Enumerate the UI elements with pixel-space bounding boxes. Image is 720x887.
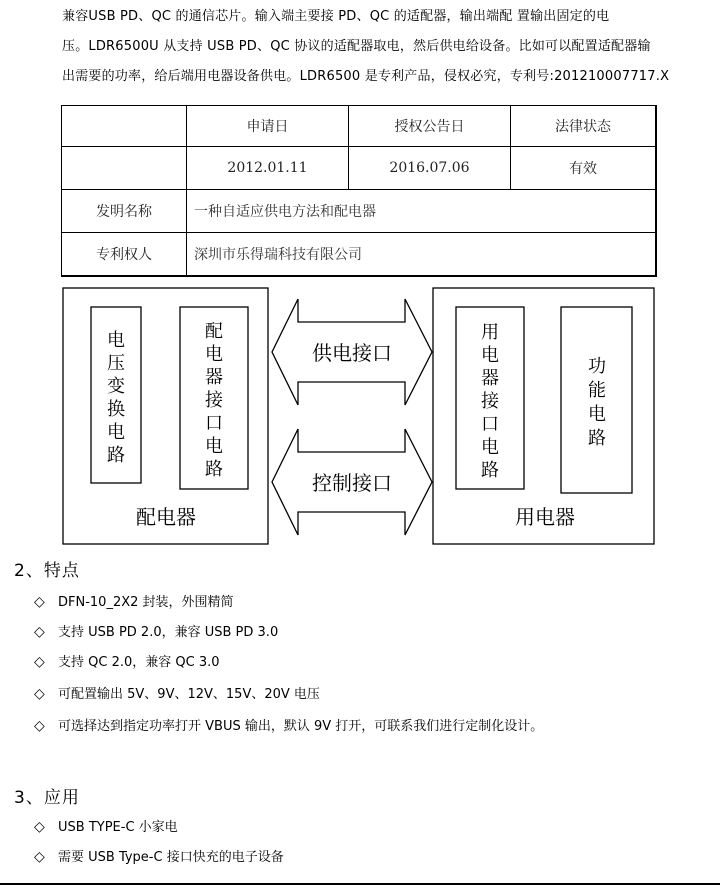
diagram-char: 电 [481,437,499,458]
bottom-divider [0,883,720,885]
invention-value: 一种自适应供电方法和配电器 [187,190,657,233]
function-circuit-text [588,356,606,449]
legal-status-value: 有效 [511,147,657,190]
diamond-bullet-icon: ◇ [34,849,45,865]
feature-item: ◇ 可配置输出 5V、9V、12V、15V、20V 电压 [34,679,543,709]
diagram-char: 路 [107,445,125,466]
diagram-char: 器 [205,367,223,388]
diagram-char: 能 [588,380,606,401]
application-date-value: 2012.01.11 [187,147,349,190]
features-list [34,587,543,741]
intro-paragraph [62,2,702,92]
voltage-converter-text [107,330,125,466]
feature-item: ◇ 支持 QC 2.0，兼容 QC 3.0 [34,647,543,677]
header-application-date: 申请日 [187,106,349,147]
invention-row [62,190,657,233]
diagram-char: 路 [588,428,606,449]
feature-item: ◇ 支持 USB PD 2.0，兼容 USB PD 3.0 [34,617,543,647]
feature-item: ◇ 可选择达到指定功率打开 VBUS 输出，默认 9V 打开，可联系我们进行定制化设计。 [34,711,543,741]
consumer-interface-text [481,322,500,481]
diagram-char: 电 [205,436,223,457]
header-grant-date: 授权公告日 [349,106,511,147]
patent-corner-cell [62,106,187,147]
features-title: 2、特点 [14,561,80,581]
diagram-char: 口 [481,414,499,435]
patent-table [61,105,657,277]
diagram-char: 变 [107,376,125,397]
diamond-bullet-icon: ◇ [34,718,45,734]
diagram-char: 电 [588,404,606,425]
diagram-char: 路 [205,459,223,480]
right-box-label: 用电器 [515,505,575,529]
diamond-bullet-icon: ◇ [34,819,45,835]
diagram-char: 用 [481,322,499,343]
applications-list [34,812,284,872]
holder-row [62,233,657,277]
diagram-char: 换 [107,399,125,420]
holder-label: 专利权人 [62,233,187,277]
diagram-char: 电 [205,344,223,365]
arrow-top-label: 供电接口 [312,341,392,365]
diamond-bullet-icon: ◇ [34,686,45,702]
diagram-char: 配 [205,321,223,342]
intro-line-2: 压。LDR6500U 从支持 USB PD、QC 协议的适配器取电，然后供电给设备。比如可以配置适配器输 [62,39,651,54]
arrow-bottom-label: 控制接口 [312,471,392,495]
application-item: ◇ USB TYPE-C 小家电 [34,812,284,842]
diagram-char: 电 [107,422,125,443]
header-legal-status: 法律状态 [511,106,657,147]
diagram-char: 电 [481,345,499,366]
holder-value: 深圳市乐得瑞科技有限公司 [187,233,657,277]
intro-line-1: 兼容USB PD、QC 的通信芯片。输入端主要接 PD、QC 的适配器，输出端配 置输出固定的电 [62,9,610,24]
applications-title: 3、应用 [14,788,80,808]
diagram-char: 压 [107,353,125,374]
supplier-interface-text [205,321,224,480]
intro-line-3: 出需要的功率，给后端用电器设备供电。LDR6500 是专利产品，侵权必究，专利号:201210007717.X [62,69,670,84]
patent-header-row [62,106,657,147]
invention-label: 发明名称 [62,190,187,233]
diagram-char: 器 [481,368,499,389]
diamond-bullet-icon: ◇ [34,654,45,670]
diamond-bullet-icon: ◇ [34,624,45,640]
diagram-char: 路 [481,460,499,481]
diagram-char: 接 [205,390,223,411]
diamond-bullet-icon: ◇ [34,594,45,610]
diagram-char: 功 [588,356,606,377]
diagram-char: 接 [481,391,499,412]
diagram-char: 电 [107,330,125,351]
patent-blank-cell [62,147,187,190]
grant-date-value: 2016.07.06 [349,147,511,190]
left-box-label: 配电器 [136,505,196,529]
application-item: ◇ 需要 USB Type-C 接口快充的电子设备 [34,842,284,872]
feature-item: ◇ DFN-10_2X2 封装，外围精简 [34,587,543,617]
diagram-char: 口 [205,413,223,434]
patent-value-row [62,147,657,190]
